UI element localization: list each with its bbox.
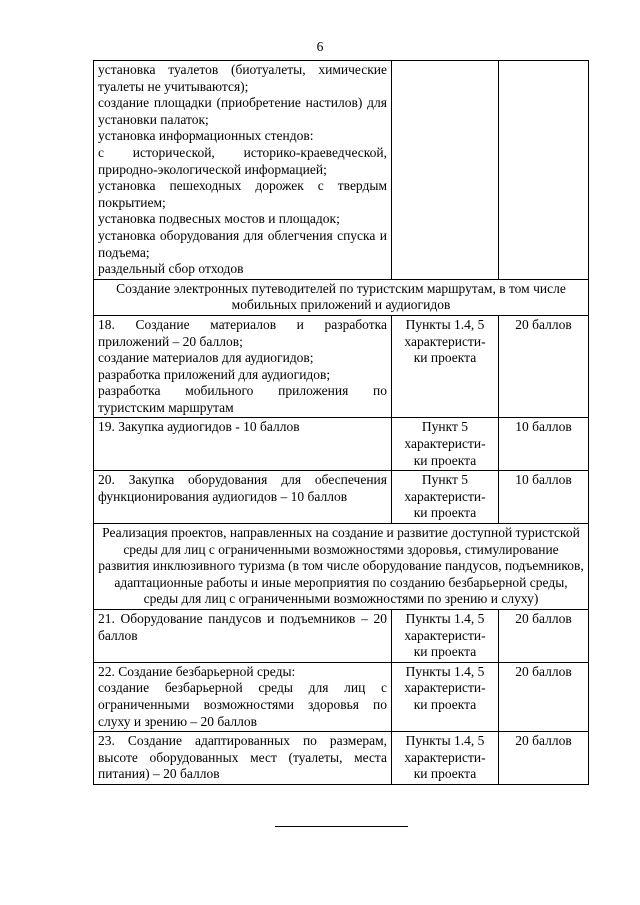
reference-text: характеристи-: [404, 627, 486, 643]
table-row: [94, 471, 589, 524]
criteria-line: с исторической, историко-краеведческой, природно-экологической информацией;: [98, 144, 387, 177]
criteria-description: [94, 315, 392, 418]
reference-cell: [392, 418, 499, 471]
criteria-line: 22. Создание безбарьерной среды:: [98, 663, 296, 679]
reference-text: характеристи-: [404, 680, 486, 696]
reference-text: ки проекта: [413, 644, 477, 660]
criteria-description: [94, 732, 392, 785]
criteria-line: 19. Закупка аудиогидов - 10 баллов: [98, 419, 300, 435]
criteria-line: установка пешеходных дорожек с твердым покрытием;: [98, 178, 387, 210]
table-row: [94, 315, 589, 418]
criteria-description: [94, 471, 392, 524]
criteria-line: установка туалетов (биотуалеты, химические туалеты не учитываются);: [98, 62, 387, 94]
page-number: 6: [316, 39, 324, 54]
criteria-line: установка оборудования для облегчения спуска и подъема;: [98, 227, 387, 260]
score-cell: 20 баллов: [499, 315, 589, 418]
reference-cell: [392, 315, 499, 418]
table-row: [94, 418, 589, 471]
reference-points: Пункт 5: [421, 472, 469, 488]
reference-points: Пункты 1.4, 5: [405, 663, 485, 679]
section-heading: Реализация проектов, направленных на создание и развитие доступной туристской среды для лиц с ограниченными возможностями здоровья, стимулирование развития инклюзивного туризма (в том числе оборудование пандусов, подъемников, адаптационные работы и иные мероприятия по созданию безбарьерной среды, среды для лиц с ограниченными возможностями по зрению и слуху): [94, 524, 589, 610]
reference-cell: [392, 662, 499, 731]
criteria-description: [94, 61, 392, 280]
criteria-line: установка информационных стендов:: [98, 128, 314, 144]
reference-text: ки проекта: [413, 696, 477, 712]
score-cell: [499, 61, 589, 280]
criteria-description: [94, 610, 392, 663]
reference-text: характеристи-: [404, 749, 486, 765]
reference-cell: [392, 61, 499, 280]
criteria-line: создание площадки (приобретение настилов) для установки палаток;: [98, 95, 387, 127]
reference-text: характеристи-: [404, 333, 486, 349]
criteria-line: 20. Закупка оборудования для обеспечения функционирования аудиогидов – 10 баллов: [98, 472, 387, 504]
reference-points: Пункты 1.4, 5: [405, 611, 485, 626]
criteria-line: 18. Создание материалов и разработка приложений – 20 баллов;: [98, 316, 387, 349]
reference-cell: [392, 471, 499, 524]
reference-cell: [392, 732, 499, 785]
section-header-row: [94, 524, 589, 610]
criteria-description: [94, 418, 392, 471]
score-cell: 20 баллов: [499, 732, 589, 785]
reference-text: характеристи-: [404, 488, 486, 504]
reference-text: характеристи-: [404, 436, 486, 452]
table-row: [94, 610, 589, 663]
criteria-line: разработка мобильного приложения по туристским маршрутам: [98, 383, 387, 415]
section-heading: Создание электронных путеводителей по туристским маршрутам, в том числе мобильных приложений и аудиогидов: [94, 279, 589, 315]
score-cell: 10 баллов: [499, 418, 589, 471]
criteria-line: создание материалов для аудиогидов;: [98, 350, 314, 366]
score-cell: 10 баллов: [499, 471, 589, 524]
reference-text: ки проекта: [413, 505, 477, 521]
reference-cell: [392, 610, 499, 663]
criteria-line: 21. Оборудование пандусов и подъемников – 20 баллов: [98, 611, 387, 643]
table-row: [94, 662, 589, 731]
end-divider: [275, 826, 408, 827]
reference-points: Пункты 1.4, 5: [405, 733, 485, 749]
table-row: [94, 732, 589, 785]
reference-text: ки проекта: [413, 452, 477, 468]
score-cell: 20 баллов: [499, 610, 589, 663]
criteria-line: раздельный сбор отходов: [98, 261, 244, 277]
criteria-description: [94, 662, 392, 731]
section-header-row: [94, 279, 589, 315]
score-cell: 20 баллов: [499, 662, 589, 731]
reference-text: ки проекта: [413, 350, 477, 366]
table-row: [94, 61, 589, 280]
criteria-line: установка подвесных мостов и площадок;: [98, 211, 340, 227]
criteria-line: создание безбарьерной среды для лиц с ограниченными возможностями здоровья по слуху и зрению – 20 баллов: [98, 680, 387, 729]
reference-points: Пункт 5: [421, 419, 469, 435]
reference-points: Пункты 1.4, 5: [405, 316, 485, 332]
criteria-table: [93, 60, 589, 785]
criteria-line: разработка приложений для аудиогидов;: [98, 366, 331, 382]
reference-text: ки проекта: [413, 766, 477, 782]
criteria-line: 23. Создание адаптированных по размерам, высоте оборудованных мест (туалеты, места питания) – 20 баллов: [98, 733, 387, 782]
